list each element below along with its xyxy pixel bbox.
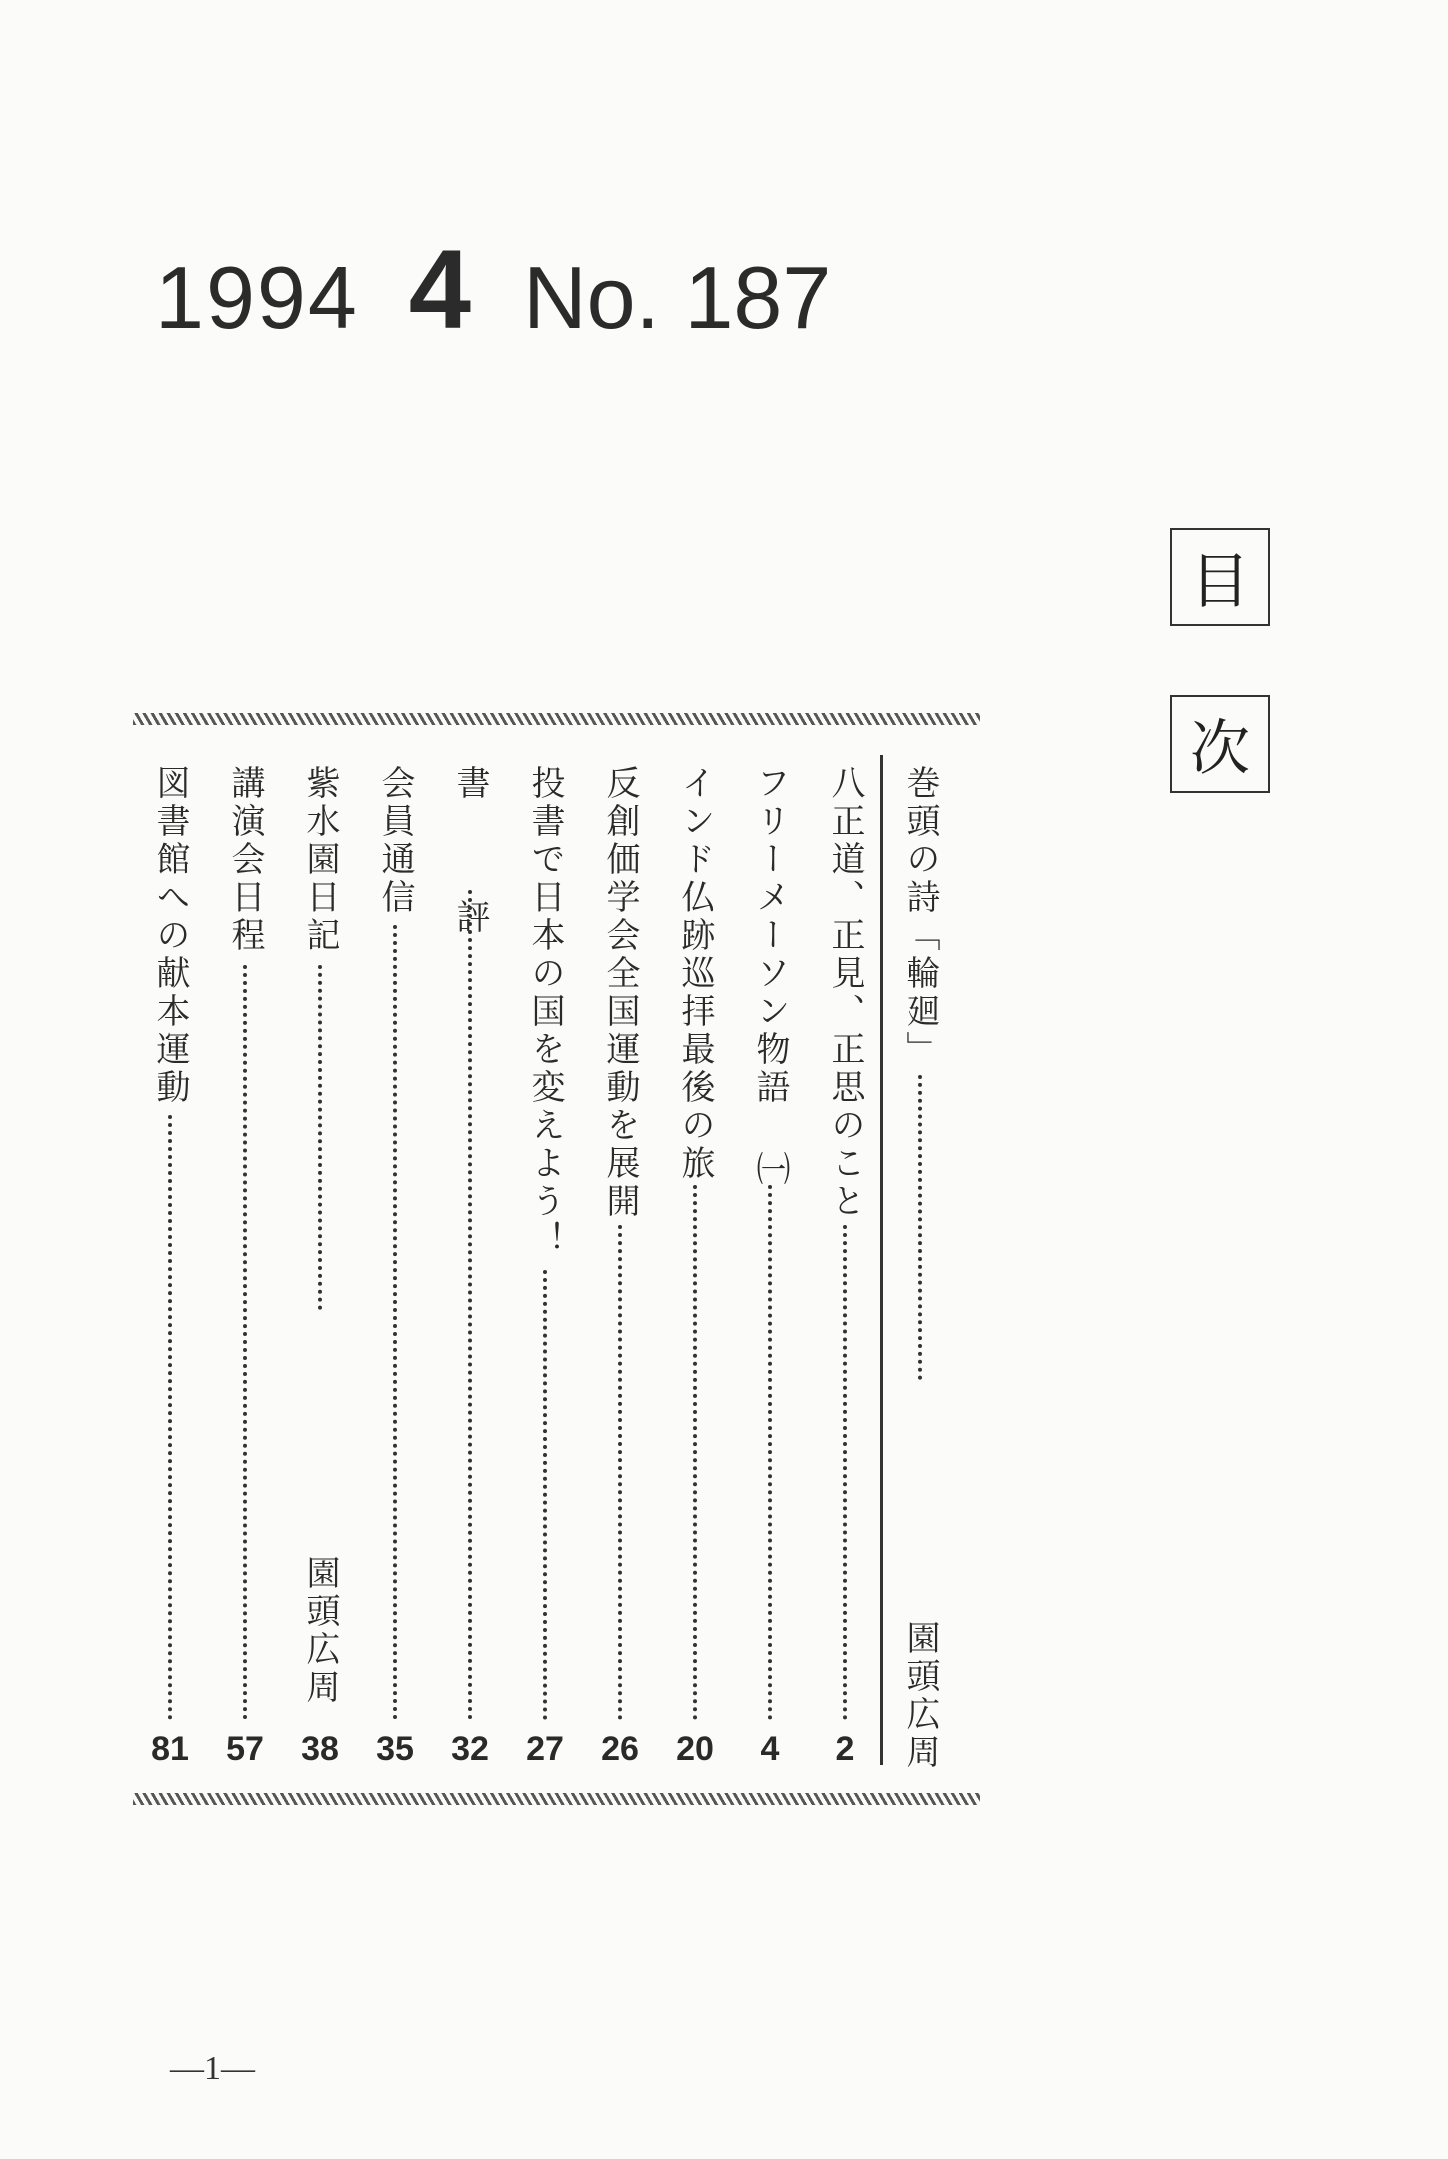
dot-leader [618,1225,622,1720]
toc-heading-char-1: 目 [1170,528,1270,626]
top-wave-rule [133,713,980,725]
page-number-ref: 57 [226,1730,264,1768]
dot-leader [168,1115,172,1720]
entry-title: 紫水園日記 [300,765,340,955]
dot-leader [243,965,247,1720]
entry-title: 会員通信 [375,765,415,917]
toc-entry-india-pilgrimage[interactable] [665,765,725,1768]
toc-entry-freemason-story[interactable] [740,765,800,1768]
page-number-ref: 38 [301,1730,339,1768]
toc-entry-eightfold-path[interactable] [815,765,875,1768]
toc-entry-member-news[interactable] [365,765,425,1768]
issue-header [155,225,832,352]
bottom-wave-rule [133,1793,980,1805]
dot-leader [468,890,472,1720]
page-number-ref: 32 [451,1730,489,1768]
entry-title: インド仏跡巡拝最後の旅 [675,765,715,1183]
entry-author: 園頭広周 [900,1620,940,1772]
page-number-ref: 26 [601,1730,639,1768]
page-number-ref: 35 [376,1730,414,1768]
entry-title: 投書で日本の国を変えよう！ [525,765,565,1259]
entry-title: 書 評 [450,765,490,963]
dot-leader [318,965,322,1310]
toc-entry-anti-soka-campaign[interactable] [590,765,650,1768]
dot-leader [543,1270,547,1720]
page-number-ref: 20 [676,1730,714,1768]
entry-title: 図書館への献本運動 [150,765,190,1107]
entry-author: 園頭広周 [300,1555,340,1707]
entry-title: 巻頭の詩「輪廻」 [900,765,940,1069]
entry-title: フリーメーソン物語 ㈠ [750,765,790,1189]
toc-entry-opening-poem[interactable] [890,765,950,1772]
toc-entry-letters-change-japan[interactable] [515,765,575,1768]
entry-title: 講演会日程 [225,765,265,955]
dot-leader [768,1185,772,1720]
dot-leader [843,1225,847,1720]
page-number-ref: 81 [151,1730,189,1768]
toc-entry-shisuien-diary[interactable] [290,765,350,1768]
toc-entry-library-donation[interactable] [140,765,200,1768]
entry-title: 反創価学会全国運動を展開 [600,765,640,1221]
toc-entry-lecture-schedule[interactable] [215,765,275,1768]
featured-divider [880,755,883,1765]
page-number-ref: 4 [760,1730,780,1768]
issue-month: 4 [408,227,472,352]
entry-title: 八正道、正見、正思のこと [825,765,865,1221]
page-footer-number: ―1― [170,2050,255,2087]
issue-number: No. 187 [523,248,832,347]
dot-leader [918,1075,922,1380]
dot-leader [693,1185,697,1720]
toc-heading-char-2: 次 [1170,695,1270,793]
dot-leader [393,925,397,1720]
issue-year: 1994 [155,248,359,347]
page-number-ref: 27 [526,1730,564,1768]
toc-entry-book-review[interactable] [440,765,500,1768]
page-number-ref: 2 [835,1730,855,1768]
